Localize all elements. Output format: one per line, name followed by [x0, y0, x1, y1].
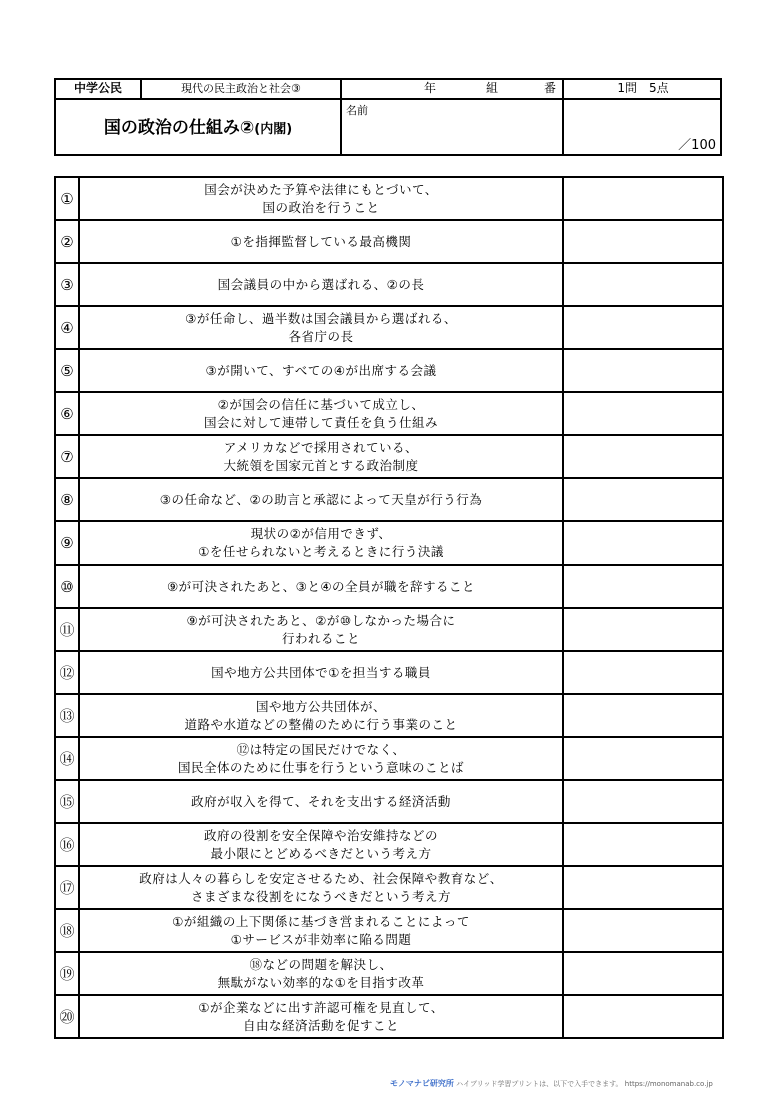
- question-number: ⑥: [55, 392, 79, 435]
- question-row: [55, 435, 723, 478]
- question-text: [79, 521, 563, 565]
- question-text-line: 国会議員の中から選ばれる、②の長: [217, 276, 425, 292]
- question-row: [55, 651, 723, 694]
- question-text-line: 国民全体のために仕事を行うという意味のことば: [177, 759, 464, 775]
- score-field[interactable]: [564, 100, 720, 156]
- question-text-line: さまざまな役割をになうべきだという考え方: [190, 888, 451, 904]
- question-text: [79, 694, 563, 737]
- question-text-line: ①が組織の上下関係に基づき営まれることによって: [172, 913, 470, 929]
- question-number: ⑮: [55, 780, 79, 823]
- question-text: [79, 780, 563, 823]
- question-number: ④: [55, 306, 79, 349]
- answer-cell[interactable]: [563, 521, 723, 565]
- question-text: [79, 263, 563, 306]
- question-text-line: アメリカなどで採用されている、: [223, 439, 419, 455]
- answer-cell[interactable]: [563, 220, 723, 263]
- answer-cell[interactable]: [563, 392, 723, 435]
- number-label: 番: [544, 81, 557, 95]
- question-number: ⑭: [55, 737, 79, 780]
- question-text-line: ⑱などの問題を解決し、: [249, 956, 393, 972]
- question-text-line: 最小限にとどめるべきだという考え方: [210, 845, 432, 861]
- question-text-line: ①を指揮監督している最高機関: [230, 233, 412, 249]
- question-number: ⑦: [55, 435, 79, 478]
- question-text-line: 行われること: [281, 630, 360, 646]
- question-row: [55, 952, 723, 995]
- answer-cell[interactable]: [563, 349, 723, 392]
- question-row: [55, 909, 723, 952]
- answer-cell[interactable]: [563, 866, 723, 909]
- question-text: [79, 349, 563, 392]
- answer-cell[interactable]: [563, 909, 723, 952]
- question-number: ⑧: [55, 478, 79, 521]
- unit-label: 現代の民主政治と社会③: [181, 82, 301, 95]
- question-row: [55, 478, 723, 521]
- question-number: ⑤: [55, 349, 79, 392]
- question-text-line: ③が任命し、過半数は国会議員から選ばれる、: [185, 310, 457, 326]
- footer-text: ハイブリッド学習プリントは、以下で入手できます。 https://monomanab.co.jp: [456, 1080, 713, 1088]
- question-text: [79, 823, 563, 866]
- worksheet-header: [54, 78, 722, 156]
- question-number: ②: [55, 220, 79, 263]
- question-row: [55, 608, 723, 651]
- question-text-line: ①サービスが非効率に陥る問題: [230, 931, 412, 947]
- question-text: [79, 177, 563, 220]
- question-text: [79, 952, 563, 995]
- question-text: [79, 651, 563, 694]
- question-number: ①: [55, 177, 79, 220]
- question-number: ⑱: [55, 909, 79, 952]
- question-number: ⑪: [55, 608, 79, 651]
- question-text-line: 各省庁の長: [288, 328, 354, 344]
- answer-cell[interactable]: [563, 608, 723, 651]
- answer-cell[interactable]: [563, 478, 723, 521]
- question-text-line: ①が企業などに出す許認可権を見直して、: [198, 999, 444, 1015]
- question-row: [55, 177, 723, 220]
- question-number: ③: [55, 263, 79, 306]
- question-text: [79, 737, 563, 780]
- name-field[interactable]: [344, 100, 558, 156]
- question-text: [79, 995, 563, 1038]
- question-text-line: 大統領を国家元首とする政治制度: [223, 457, 419, 473]
- answer-cell[interactable]: [563, 952, 723, 995]
- points-label: 1問 5点: [617, 81, 669, 95]
- question-text: [79, 478, 563, 521]
- name-label: 名前: [346, 104, 368, 117]
- question-text: [79, 435, 563, 478]
- question-text-line: ①を任せられないと考えるときに行う決議: [198, 544, 444, 559]
- question-text-line: 国の政治を行うこと: [262, 199, 380, 215]
- question-row: [55, 565, 723, 608]
- question-text-line: ⑨が可決されたあと、③と④の全員が職を辞すること: [166, 578, 476, 594]
- question-table-body: [55, 177, 723, 1038]
- question-text-line: 道路や水道などの整備のために行う事業のこと: [184, 716, 458, 732]
- question-text-line: 国や地方公共団体が、: [255, 698, 386, 714]
- footer: [390, 1078, 770, 1094]
- question-text: [79, 565, 563, 608]
- question-text-line: 国会が決めた予算や法律にもとづいて、: [204, 181, 438, 197]
- question-text-line: ③が開いて、すべての④が出席する会議: [205, 362, 437, 378]
- question-table: [54, 176, 724, 1039]
- answer-cell[interactable]: [563, 995, 723, 1038]
- answer-cell[interactable]: [563, 737, 723, 780]
- question-number: ⑲: [55, 952, 79, 995]
- question-text-line: 政府は人々の暮らしを安定させるため、社会保障や教育など、: [139, 870, 503, 886]
- question-text-line: 無駄がない効率的な①を目指す改革: [217, 974, 425, 990]
- question-row: [55, 263, 723, 306]
- question-text: [79, 220, 563, 263]
- title-suffix: (内閣): [254, 122, 293, 137]
- question-number: ⑨: [55, 521, 79, 565]
- question-row: [55, 866, 723, 909]
- answer-cell[interactable]: [563, 823, 723, 866]
- question-row: [55, 823, 723, 866]
- answer-cell[interactable]: [563, 306, 723, 349]
- page-title: [56, 100, 340, 156]
- answer-cell[interactable]: [563, 177, 723, 220]
- question-number: ⑩: [55, 565, 79, 608]
- class-label: 組: [486, 81, 499, 95]
- question-number: ⑳: [55, 995, 79, 1038]
- question-row: [55, 521, 723, 565]
- title-main: 国の政治の仕組み②: [103, 118, 255, 138]
- question-text-line: ⑫は特定の国民だけでなく、: [236, 741, 406, 757]
- subject-label: 中学公民: [73, 81, 122, 95]
- question-text: [79, 306, 563, 349]
- question-text: [79, 866, 563, 909]
- question-number: ⑯: [55, 823, 79, 866]
- question-text-line: 国会に対して連帯して責任を負う仕組み: [203, 414, 438, 430]
- question-row: [55, 780, 723, 823]
- header-divider: [340, 80, 342, 154]
- question-text-line: 政府が収入を得て、それを支出する経済活動: [191, 793, 451, 809]
- question-row: [55, 349, 723, 392]
- question-text-line: ⑨が可決されたあと、②が⑩しなかった場合に: [186, 612, 456, 628]
- answer-cell[interactable]: [563, 435, 723, 478]
- question-text-line: ③の任命など、②の助言と承認によって天皇が行う行為: [159, 491, 483, 507]
- question-text-line: 政府の役割を安全保障や治安維持などの: [203, 827, 438, 843]
- score-label: ／100: [678, 138, 716, 153]
- question-row: [55, 694, 723, 737]
- question-row: [55, 220, 723, 263]
- question-row: [55, 306, 723, 349]
- answer-cell[interactable]: [563, 651, 723, 694]
- question-row: [55, 737, 723, 780]
- question-text-line: ②が国会の信任に基づいて成立し、: [217, 396, 425, 412]
- question-text: [79, 392, 563, 435]
- question-row: [55, 995, 723, 1038]
- answer-cell[interactable]: [563, 694, 723, 737]
- question-number: ⑬: [55, 694, 79, 737]
- question-text-line: 自由な経済活動を促すこと: [242, 1017, 399, 1033]
- year-label: 年: [424, 81, 437, 95]
- footer-brand: モノマナビ研究所: [390, 1079, 454, 1088]
- question-number: ⑫: [55, 651, 79, 694]
- answer-cell[interactable]: [563, 780, 723, 823]
- question-row: [55, 392, 723, 435]
- question-text: [79, 608, 563, 651]
- question-number: ⑰: [55, 866, 79, 909]
- question-text: [79, 909, 563, 952]
- answer-cell[interactable]: [563, 263, 723, 306]
- question-text-line: 国や地方公共団体で①を担当する職員: [211, 664, 431, 680]
- answer-cell[interactable]: [563, 565, 723, 608]
- question-text-line: 現状の②が信用できず、: [250, 526, 392, 541]
